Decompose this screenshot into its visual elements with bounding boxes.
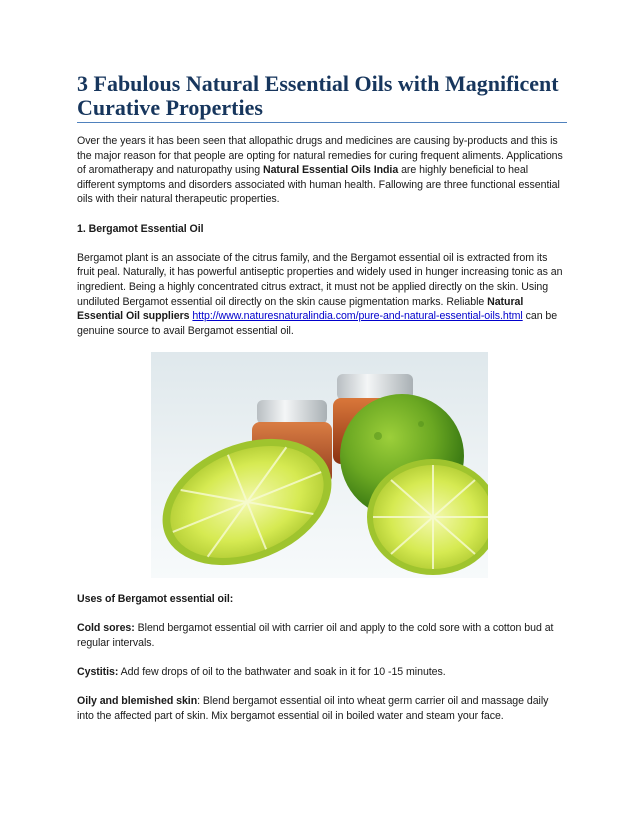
use-text: Blend bergamot essential oil with carrier oil and apply to the cold sore with a cotton bud at regular intervals. [77,622,554,649]
uses-heading: Uses of Bergamot essential oil: [77,593,234,605]
intro-text-end: are highly beneficial to heal different symptoms and disorders associated with human health. Fallowing are three functional essential oils with their natural therapeutic properties. [77,164,560,206]
intro-bold-keyword: Natural Essential Oils India [262,164,399,177]
bergamot-text: Bergamot plant is an associate of the citrus family, and the Bergamot essential oil is extracted from its fruit peal. Naturally, it has powerful antiseptic properties and widely used in hunger increasing tonic as an ingredient. Being a highly concentrated citrus extract, it must not be applied directly on the skin. Using undiluted Bergamot essential oil directly on the skin cause pigmentation marks. Reliable [77,251,563,308]
intro-text: Over the years it has been seen that allopathic drugs and medicines are causing by-products and this is the major reason for that people are opting for natural remedies for curing frequent aliments. Applications of aromatherapy and naturopathy using [77,135,563,177]
use-text: Add few drops of oil to the bathwater and soak in it for 10 -15 minutes. [118,665,446,678]
bergamot-text-end: can be genuine source to avail Bergamot essential oil. [77,310,558,337]
bergamot-bold-keyword: Natural Essential Oil suppliers [77,295,524,323]
use-label: Cold sores: [77,622,135,635]
bergamot-paragraph [77,251,567,339]
use-label: Cystitis: [77,665,119,678]
use-item-cystitis [77,665,567,680]
use-label: Oily and blemished skin [77,695,198,708]
supplier-link[interactable]: http://www.naturesnaturalindia.com/pure-and-natural-essential-oils.html [192,310,523,323]
use-item-cold-sores [77,621,567,650]
document-page [77,72,567,338]
intro-paragraph [77,134,567,207]
bergamot-photo [151,352,488,578]
use-text: : Blend bergamot essential oil into wheat germ carrier oil and massage daily into the affected part of skin. Mix bergamot essential oil in boiled water and steam your face. [77,695,549,722]
uses-section [77,592,567,723]
use-item-oily-skin [77,694,567,723]
page-title: 3 Fabulous Natural Essential Oils with Magnificent Curative Properties [77,72,567,123]
section-heading-bergamot: 1. Bergamot Essential Oil [77,222,204,235]
